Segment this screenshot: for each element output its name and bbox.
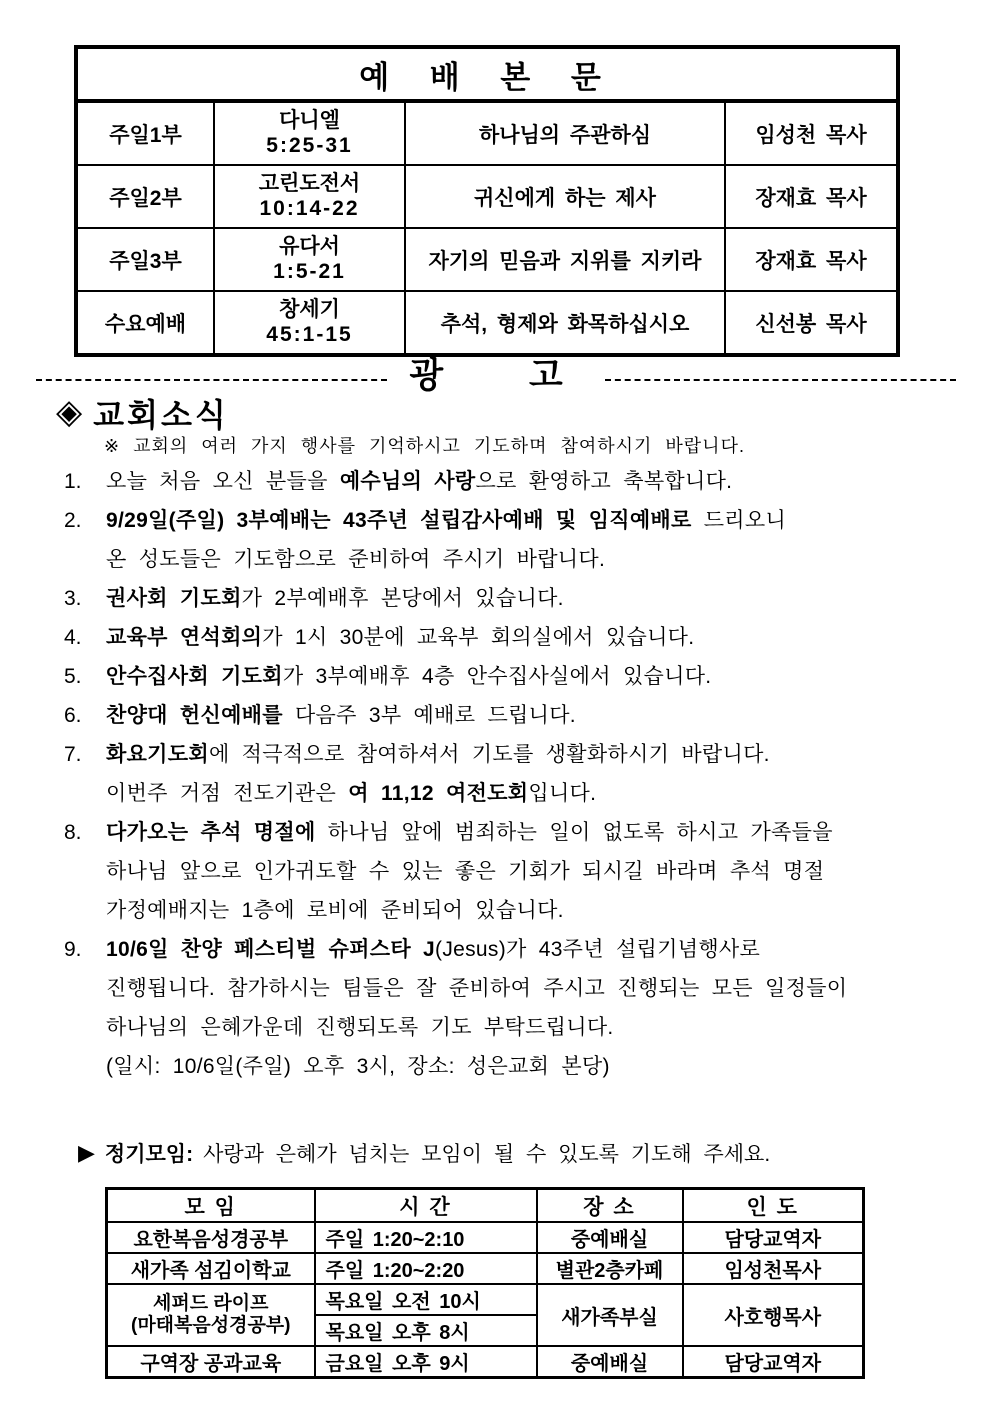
announcement-line: 하나님의 은혜가운데 진행되도록 기도 부탁드립니다. [106, 1016, 614, 1039]
announcement-line: 오늘 처음 오신 분들을 예수님의 사랑으로 환영하고 축복합니다. [106, 470, 733, 493]
announcement-line: 권사회 기도회가 2부예배후 본당에서 있습니다. [106, 587, 564, 610]
announcement-line: 다가오는 추석 명절에 하나님 앞에 범죄하는 일이 없도록 하시고 가족들을 [106, 821, 833, 844]
preacher-name: 장재효 목사 [725, 228, 898, 291]
announcement-item-5 [0, 657, 992, 696]
announcement-item-2 [0, 501, 992, 579]
announcement-line: (일시: 10/6일(주일) 오후 3시, 장소: 성은교회 본당) [106, 1055, 610, 1078]
table-row [107, 1284, 864, 1315]
table-row [107, 1346, 864, 1378]
announcement-item-3 [0, 579, 992, 618]
announcement-line: 이번주 거점 전도기관은 여 11,12 여전도회입니다. [106, 782, 597, 805]
table-row [76, 165, 898, 228]
worship-scripture-table [74, 45, 900, 357]
column-header-place: 장 소 [537, 1189, 683, 1223]
meeting-place: 별관2층카페 [537, 1253, 683, 1284]
table-row [76, 101, 898, 165]
church-news-note: ※ 교회의 여러 가지 행사를 기억하시고 기도하며 참여하시기 바랍니다. [104, 436, 745, 456]
church-news-heading-label: 교회소식 [93, 397, 229, 433]
announcement-item-8 [0, 813, 992, 930]
service-name: 주일1부 [76, 101, 214, 165]
sermon-title: 하나님의 주관하심 [405, 101, 725, 165]
announcement-item-9 [0, 930, 992, 1086]
dashed-line-right [605, 379, 956, 381]
meeting-place: 새가족부실 [537, 1284, 683, 1346]
announcement-line: 화요기도회에 적극적으로 참여하셔서 기도를 생활화하시기 바랍니다. [106, 743, 770, 766]
column-header-meeting: 모 임 [107, 1189, 315, 1223]
announcement-line: 하나님 앞으로 인가귀도할 수 있는 좋은 기회가 되시길 바라며 추석 명절 [106, 860, 825, 883]
scripture-verse: 1:5-21 [273, 259, 346, 283]
table-row [107, 1253, 864, 1284]
announcement-item-4 [0, 618, 992, 657]
announcement-line: 찬양대 헌신예배를 다음주 3부 예배로 드립니다. [106, 704, 576, 727]
announcement-number: 5. [64, 665, 82, 688]
scripture-reference [214, 101, 405, 165]
meeting-time: 목요일 오전 10시 [315, 1284, 537, 1315]
meeting-time: 금요일 오후 9시 [315, 1346, 537, 1378]
service-name: 주일2부 [76, 165, 214, 228]
scripture-reference [214, 165, 405, 228]
worship-table-title-row [76, 47, 898, 101]
church-news-heading [56, 390, 229, 436]
announcement-number: 9. [64, 938, 82, 961]
preacher-name: 장재효 목사 [725, 165, 898, 228]
announcement-number: 6. [64, 704, 82, 727]
announcement-item-6 [0, 696, 992, 735]
announcement-list [0, 462, 992, 1086]
announcement-number: 8. [64, 821, 82, 844]
meeting-leader: 담당교역자 [683, 1222, 864, 1253]
announcement-line: 교육부 연석회의가 1시 30분에 교육부 회의실에서 있습니다. [106, 626, 695, 649]
preacher-name: 임성천 목사 [725, 101, 898, 165]
announcement-line: 가정예배지는 1층에 로비에 준비되어 있습니다. [106, 899, 564, 922]
announcement-item-1 [0, 462, 992, 501]
triangle-bullet-icon: ▶ [78, 1140, 95, 1165]
diamond-icon: ◈ [56, 394, 86, 431]
announcement-number: 7. [64, 743, 82, 766]
meeting-time: 목요일 오후 8시 [315, 1315, 537, 1346]
regular-meetings-label: 정기모임: [104, 1143, 194, 1166]
sermon-title: 귀신에게 하는 제사 [405, 165, 725, 228]
scripture-book: 고린도전서 [258, 172, 361, 196]
regular-meetings-description: 사랑과 은혜가 넘치는 모임이 될 수 있도록 기도해 주세요. [203, 1143, 771, 1166]
meeting-time: 주일 1:20~2:10 [315, 1222, 537, 1253]
announcement-line: 안수집사회 기도회가 3부예배후 4층 안수집사실에서 있습니다. [106, 665, 712, 688]
meeting-time: 주일 1:20~2:20 [315, 1253, 537, 1284]
regular-meetings-intro [78, 1138, 770, 1168]
announcement-number: 2. [64, 509, 82, 532]
column-header-time: 시 간 [315, 1189, 537, 1223]
service-name: 수요예배 [76, 291, 214, 355]
scripture-reference [214, 291, 405, 355]
preacher-name: 신선봉 목사 [725, 291, 898, 355]
meeting-leader: 사호행목사 [683, 1284, 864, 1346]
table-row [76, 228, 898, 291]
meeting-name-line1: 세퍼드 라이프 [153, 1293, 269, 1315]
meeting-name: 구역장 공과교육 [107, 1346, 315, 1378]
meeting-name-line2: (마태복음성경공부) [131, 1315, 291, 1336]
scripture-verse: 10:14-22 [259, 196, 360, 220]
service-name: 주일3부 [76, 228, 214, 291]
meeting-name: 요한복음성경공부 [107, 1222, 315, 1253]
meeting-place: 중예배실 [537, 1222, 683, 1253]
sermon-title: 추석, 형제와 화목하십시오 [405, 291, 725, 355]
announcement-line: 9/29일(주일) 3부예배는 43주년 설립감사예배 및 임직예배로 드리오니 [106, 509, 787, 532]
announcement-line: 10/6일 찬양 페스티벌 슈퍼스타 J(Jesus)가 43주년 설립기념행사로 [106, 938, 761, 961]
meeting-leader: 담당교역자 [683, 1346, 864, 1378]
announcement-number: 4. [64, 626, 82, 649]
scripture-book: 다니엘 [279, 109, 340, 133]
announcement-item-7 [0, 735, 992, 813]
scripture-reference [214, 228, 405, 291]
regular-meetings-table [105, 1187, 865, 1379]
announcements-divider-title: 광 고 [409, 356, 601, 395]
meeting-name [107, 1284, 315, 1346]
scripture-book: 유다서 [279, 235, 340, 259]
announcement-number: 1. [64, 470, 82, 493]
dashed-line-left [36, 379, 387, 381]
announcement-line: 온 성도들은 기도함으로 준비하여 주시기 바랍니다. [106, 548, 606, 571]
sermon-title: 자기의 믿음과 지위를 지키라 [405, 228, 725, 291]
meeting-leader: 임성천목사 [683, 1253, 864, 1284]
scripture-verse: 5:25-31 [266, 133, 353, 157]
announcement-line: 진행됩니다. 참가하시는 팀들은 잘 준비하여 주시고 진행되는 모든 일정들이 [106, 977, 848, 1000]
worship-table-title: 예 배 본 문 [76, 47, 898, 101]
column-header-leader: 인 도 [683, 1189, 864, 1223]
announcement-number: 3. [64, 587, 82, 610]
table-row [76, 291, 898, 355]
meeting-place: 중예배실 [537, 1346, 683, 1378]
scripture-book: 창세기 [279, 298, 340, 322]
scripture-verse: 45:1-15 [266, 322, 353, 346]
meeting-name: 새가족 섬김이학교 [107, 1253, 315, 1284]
table-header-row [107, 1189, 864, 1223]
table-row [107, 1222, 864, 1253]
